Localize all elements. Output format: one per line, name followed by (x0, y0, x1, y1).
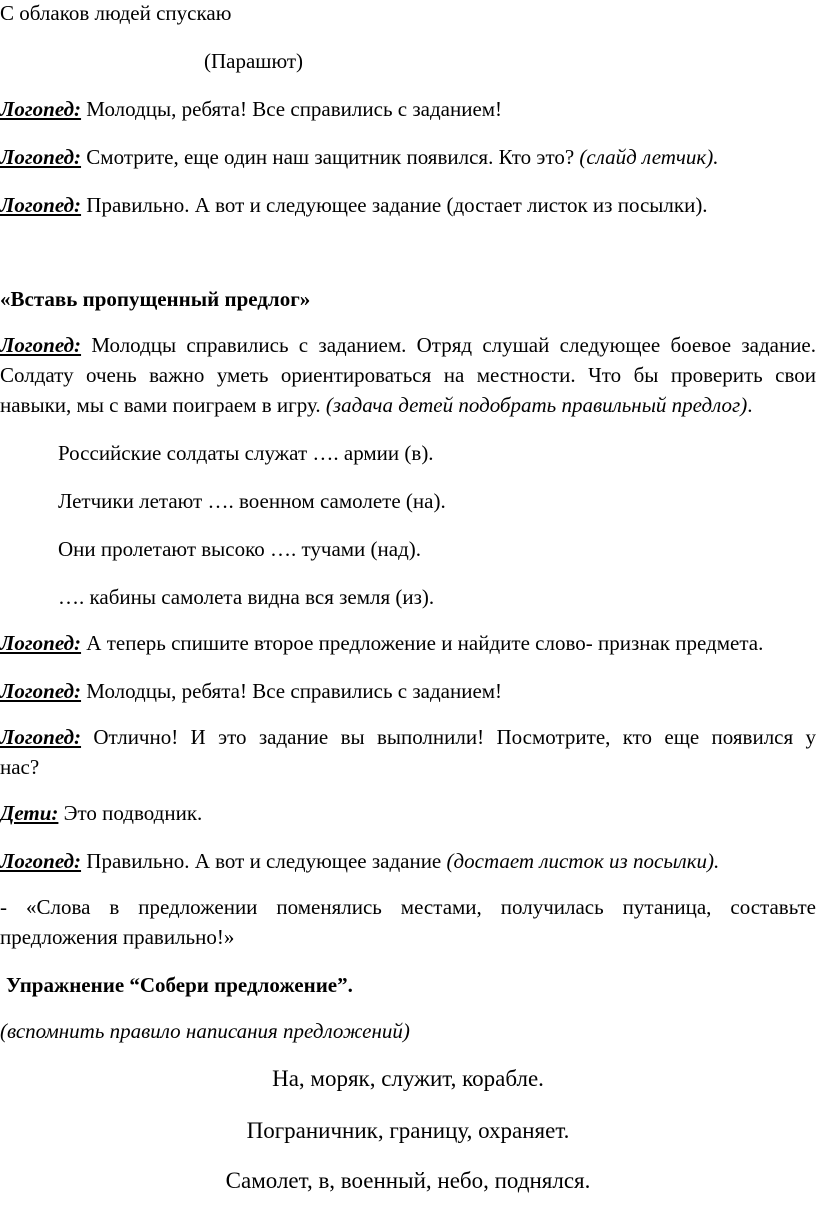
section-title: Упражнение “Собери предложение”. (6, 973, 353, 997)
sentence-item: На, моряк, служит, корабле. (272, 1066, 544, 1091)
dialogue-text: Отлично! И это задание вы выполнили! Посмотрите, кто еще появился у (93, 725, 816, 749)
exercise-item: Летчики летают …. военном самолете (на). (58, 489, 446, 513)
dialogue-text: А теперь спишите второе предложение и найдите слово- признак предмета. (86, 631, 764, 655)
dialogue-text: Молодцы, ребята! Все справились с заданием! (86, 97, 503, 121)
speaker-label: Логопед: (0, 849, 82, 873)
stage-note: (достает листок из посылки). (446, 849, 720, 873)
stage-note: (задача детей подобрать правильный предлог) (325, 393, 748, 417)
dialogue-line (0, 629, 816, 657)
exercise-item: …. кабины самолета видна вся земля (из). (58, 585, 435, 609)
dialogue-line (0, 799, 816, 827)
speaker-label: Логопед: (0, 631, 82, 655)
exercise-item: Они пролетают высоко …. тучами (над). (58, 537, 422, 561)
riddle-answer: (Парашют) (204, 49, 304, 73)
speaker-label: Логопед: (0, 145, 82, 169)
speaker-label: Логопед: (0, 725, 82, 749)
dialogue-continuation (0, 391, 816, 419)
speaker-label: Логопед: (0, 193, 82, 217)
sentence-item: Самолет, в, военный, небо, поднялся. (225, 1168, 591, 1193)
dialogue-text: Правильно. А вот и следующее задание (достает листок из посылки). (86, 193, 708, 217)
speaker-label: Дети: (0, 801, 59, 825)
dialogue-line (0, 677, 816, 705)
dialogue-line (0, 143, 816, 171)
speaker-label: Логопед: (0, 97, 82, 121)
dialogue-line (0, 95, 816, 123)
speaker-label: Логопед: (0, 333, 82, 357)
dialogue-text: Правильно. А вот и следующее задание (86, 849, 442, 873)
stage-note: (слайд летчик). (579, 145, 719, 169)
exercise-item: Российские солдаты служат …. армии (в). (58, 441, 434, 465)
dialogue-text: . (747, 393, 753, 417)
dialogue-text: Молодцы, ребята! Все справились с заданием! (86, 679, 503, 703)
riddle-line: С облаков людей спускаю (0, 1, 232, 25)
dialogue-continuation: нас? (0, 755, 40, 779)
section-note: (вспомнить правило написания предложений) (0, 1019, 410, 1043)
dialogue-line (0, 331, 816, 359)
dialogue-text: Это подводник. (63, 801, 203, 825)
dialogue-continuation: Солдату очень важно уметь ориентироваться на местности. Что бы проверить свои (0, 363, 816, 387)
dialogue-text: Молодцы справились с заданием. Отряд слушай следующее боевое задание. (91, 333, 816, 357)
speaker-label: Логопед: (0, 679, 82, 703)
dialogue-text: Смотрите, еще один наш защитник появился. Кто это? (86, 145, 575, 169)
dialogue-text: навыки, мы с вами поиграем в игру. (0, 393, 321, 417)
section-title: «Вставь пропущенный предлог» (0, 287, 311, 311)
sentence-item: Пограничник, границу, охраняет. (246, 1118, 570, 1143)
instruction-continuation: предложения правильно!» (0, 925, 235, 949)
dialogue-line (0, 723, 816, 751)
dialogue-line (0, 191, 816, 219)
dialogue-line (0, 847, 816, 875)
instruction-line: - «Слова в предложении поменялись местами, получилась путаница, составьте (0, 895, 816, 919)
